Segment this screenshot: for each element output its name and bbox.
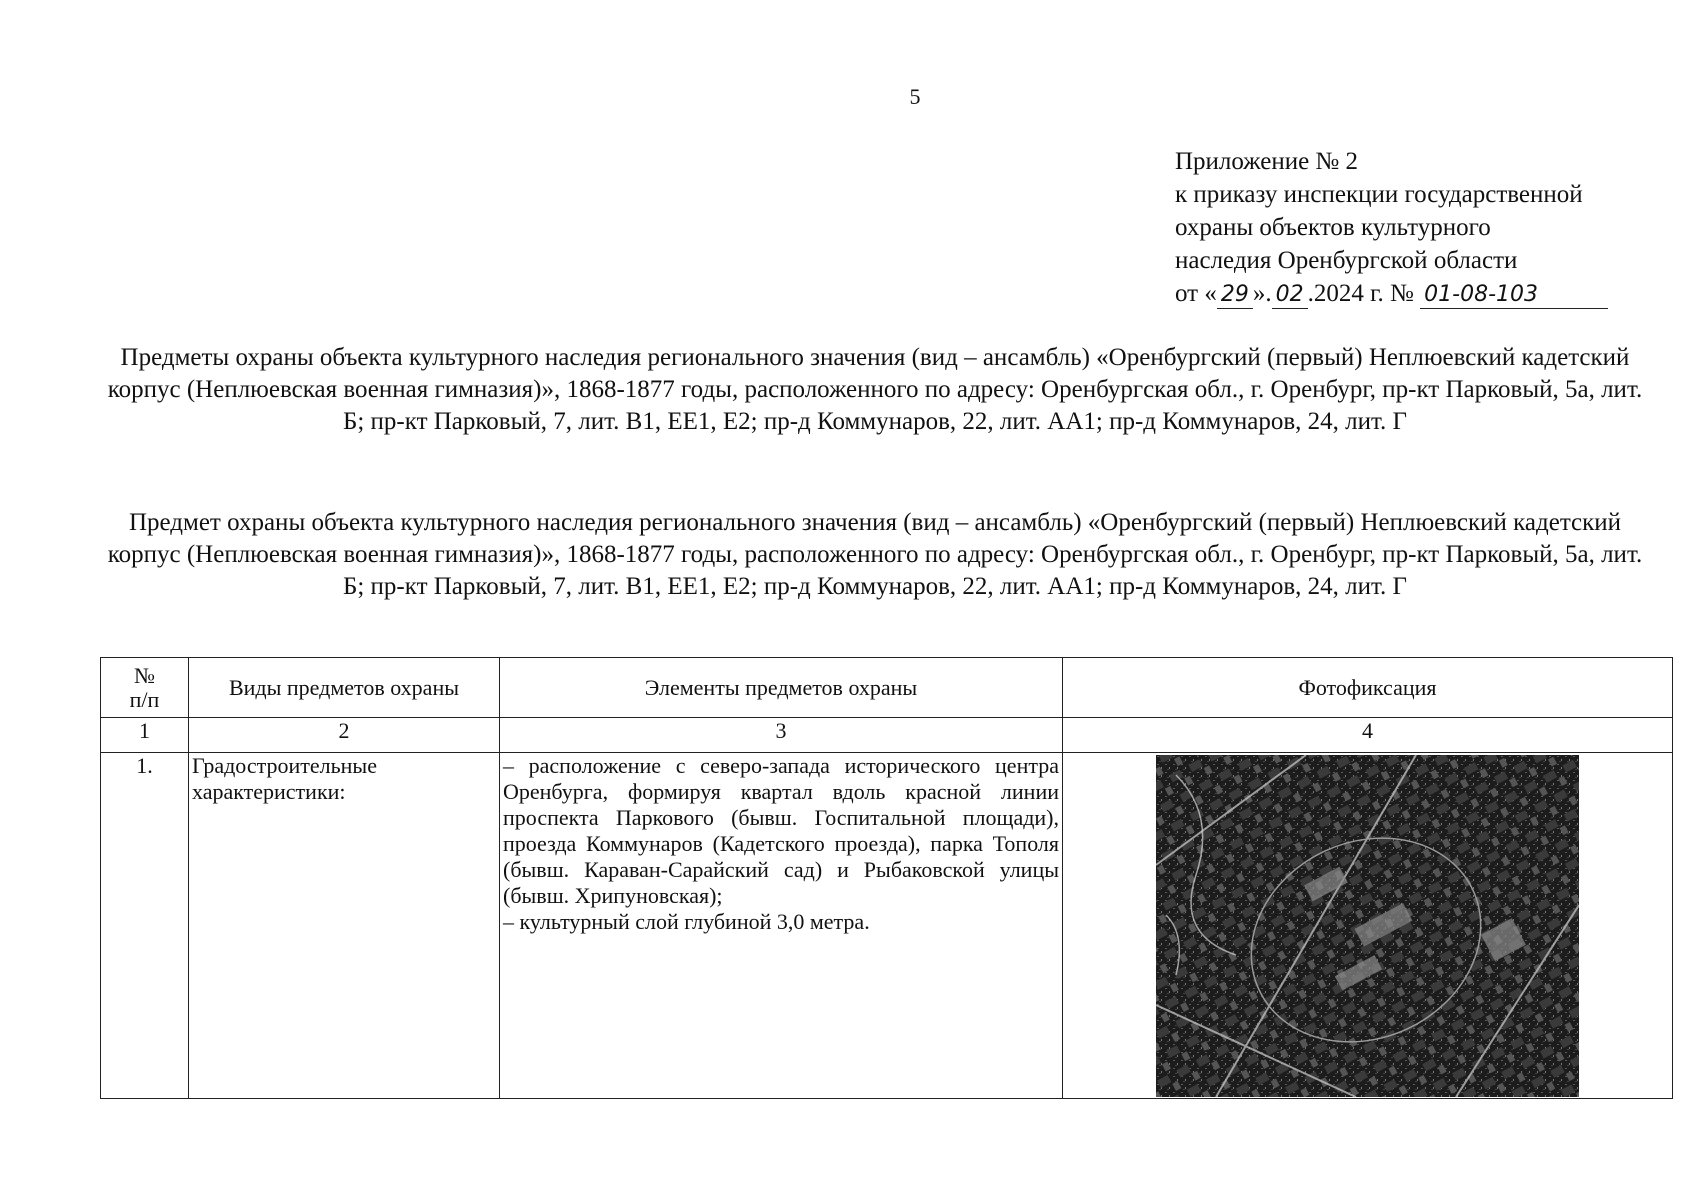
handwritten-month: 02: [1272, 282, 1308, 309]
header-num: [101, 658, 189, 718]
document-heading-2: Предмет охраны объекта культурного наследия регионального значения (вид – ансамбль) «Оренбургский (первый) Неплюевский кадетский корпус (Неплюевская военная гимназия)», 1868-1877 годы, расположенного по адресу: Оренбургская обл., г. Оренбург, пр-кт Парковый, 5а, лит. Б; пр-кт Парковый, 7, лит. В1, ЕЕ1, Е2; пр-д Коммунаров, 22, лит. АА1; пр-д Коммунаров, 24, лит. Г: [107, 509, 1643, 600]
header-types: Виды предметов охраны: [189, 658, 500, 718]
appendix-title: Приложение № 2: [1175, 148, 1359, 175]
column-number: 1: [101, 718, 189, 753]
protection-subjects-table: [100, 657, 1673, 1099]
appendix-line: охраны объектов культурного: [1175, 214, 1491, 241]
row-photo-cell: [1063, 753, 1673, 1099]
row-element-item: – расположение с северо-запада исторического центра Оренбурга, формируя квартал вдоль красной линии проспекта Паркового (бывш. Госпитальной площади), проезда Коммунаров (Кадетского проезда), парка Тополя (бывш. Караван-Сарайский сад) и Рыбаковской улицы (бывш. Хрипуновская);: [503, 753, 1059, 908]
table-row: [101, 753, 1673, 1099]
aerial-photo: [1156, 755, 1579, 1097]
header-num-bottom: п/п: [129, 686, 160, 712]
date-year: .2024 г. №: [1307, 280, 1414, 307]
header-elements: Элементы предметов охраны: [500, 658, 1063, 718]
header-photo: Фотофиксация: [1063, 658, 1673, 718]
date-prefix: от «: [1175, 280, 1217, 307]
row-elements: [500, 753, 1063, 1099]
row-element-item: – культурный слой глубиной 3,0 метра.: [503, 909, 870, 934]
column-number-row: [101, 718, 1673, 753]
page-number: 5: [909, 84, 921, 109]
document-heading-1: Предметы охраны объекта культурного наследия регионального значения (вид – ансамбль) «Оренбургский (первый) Неплюевский кадетский корпус (Неплюевская военная гимназия)», 1868-1877 годы, расположенного по адресу: Оренбургская обл., г. Оренбург, пр-кт Парковый, 5а, лит. Б; пр-кт Парковый, 7, лит. В1, ЕЕ1, Е2; пр-д Коммунаров, 22, лит. АА1; пр-д Коммунаров, 24, лит. Г: [107, 344, 1643, 435]
row-type: Градостроительные характеристики:: [189, 753, 500, 1099]
appendix-line: к приказу инспекции государственной: [1175, 181, 1583, 208]
date-day-suffix: ».: [1252, 280, 1272, 307]
appendix-date-line: [1175, 277, 1675, 310]
column-number: 4: [1063, 718, 1673, 753]
column-number: 2: [189, 718, 500, 753]
row-number: 1.: [101, 753, 189, 1099]
table-header-row: [101, 658, 1673, 718]
appendix-block: [1175, 145, 1675, 310]
handwritten-day: 29: [1217, 282, 1253, 309]
column-number: 3: [500, 718, 1063, 753]
header-num-top: №: [134, 662, 155, 688]
appendix-line: наследия Оренбургской области: [1175, 247, 1518, 274]
handwritten-order-number: 01-08-103: [1420, 282, 1608, 309]
